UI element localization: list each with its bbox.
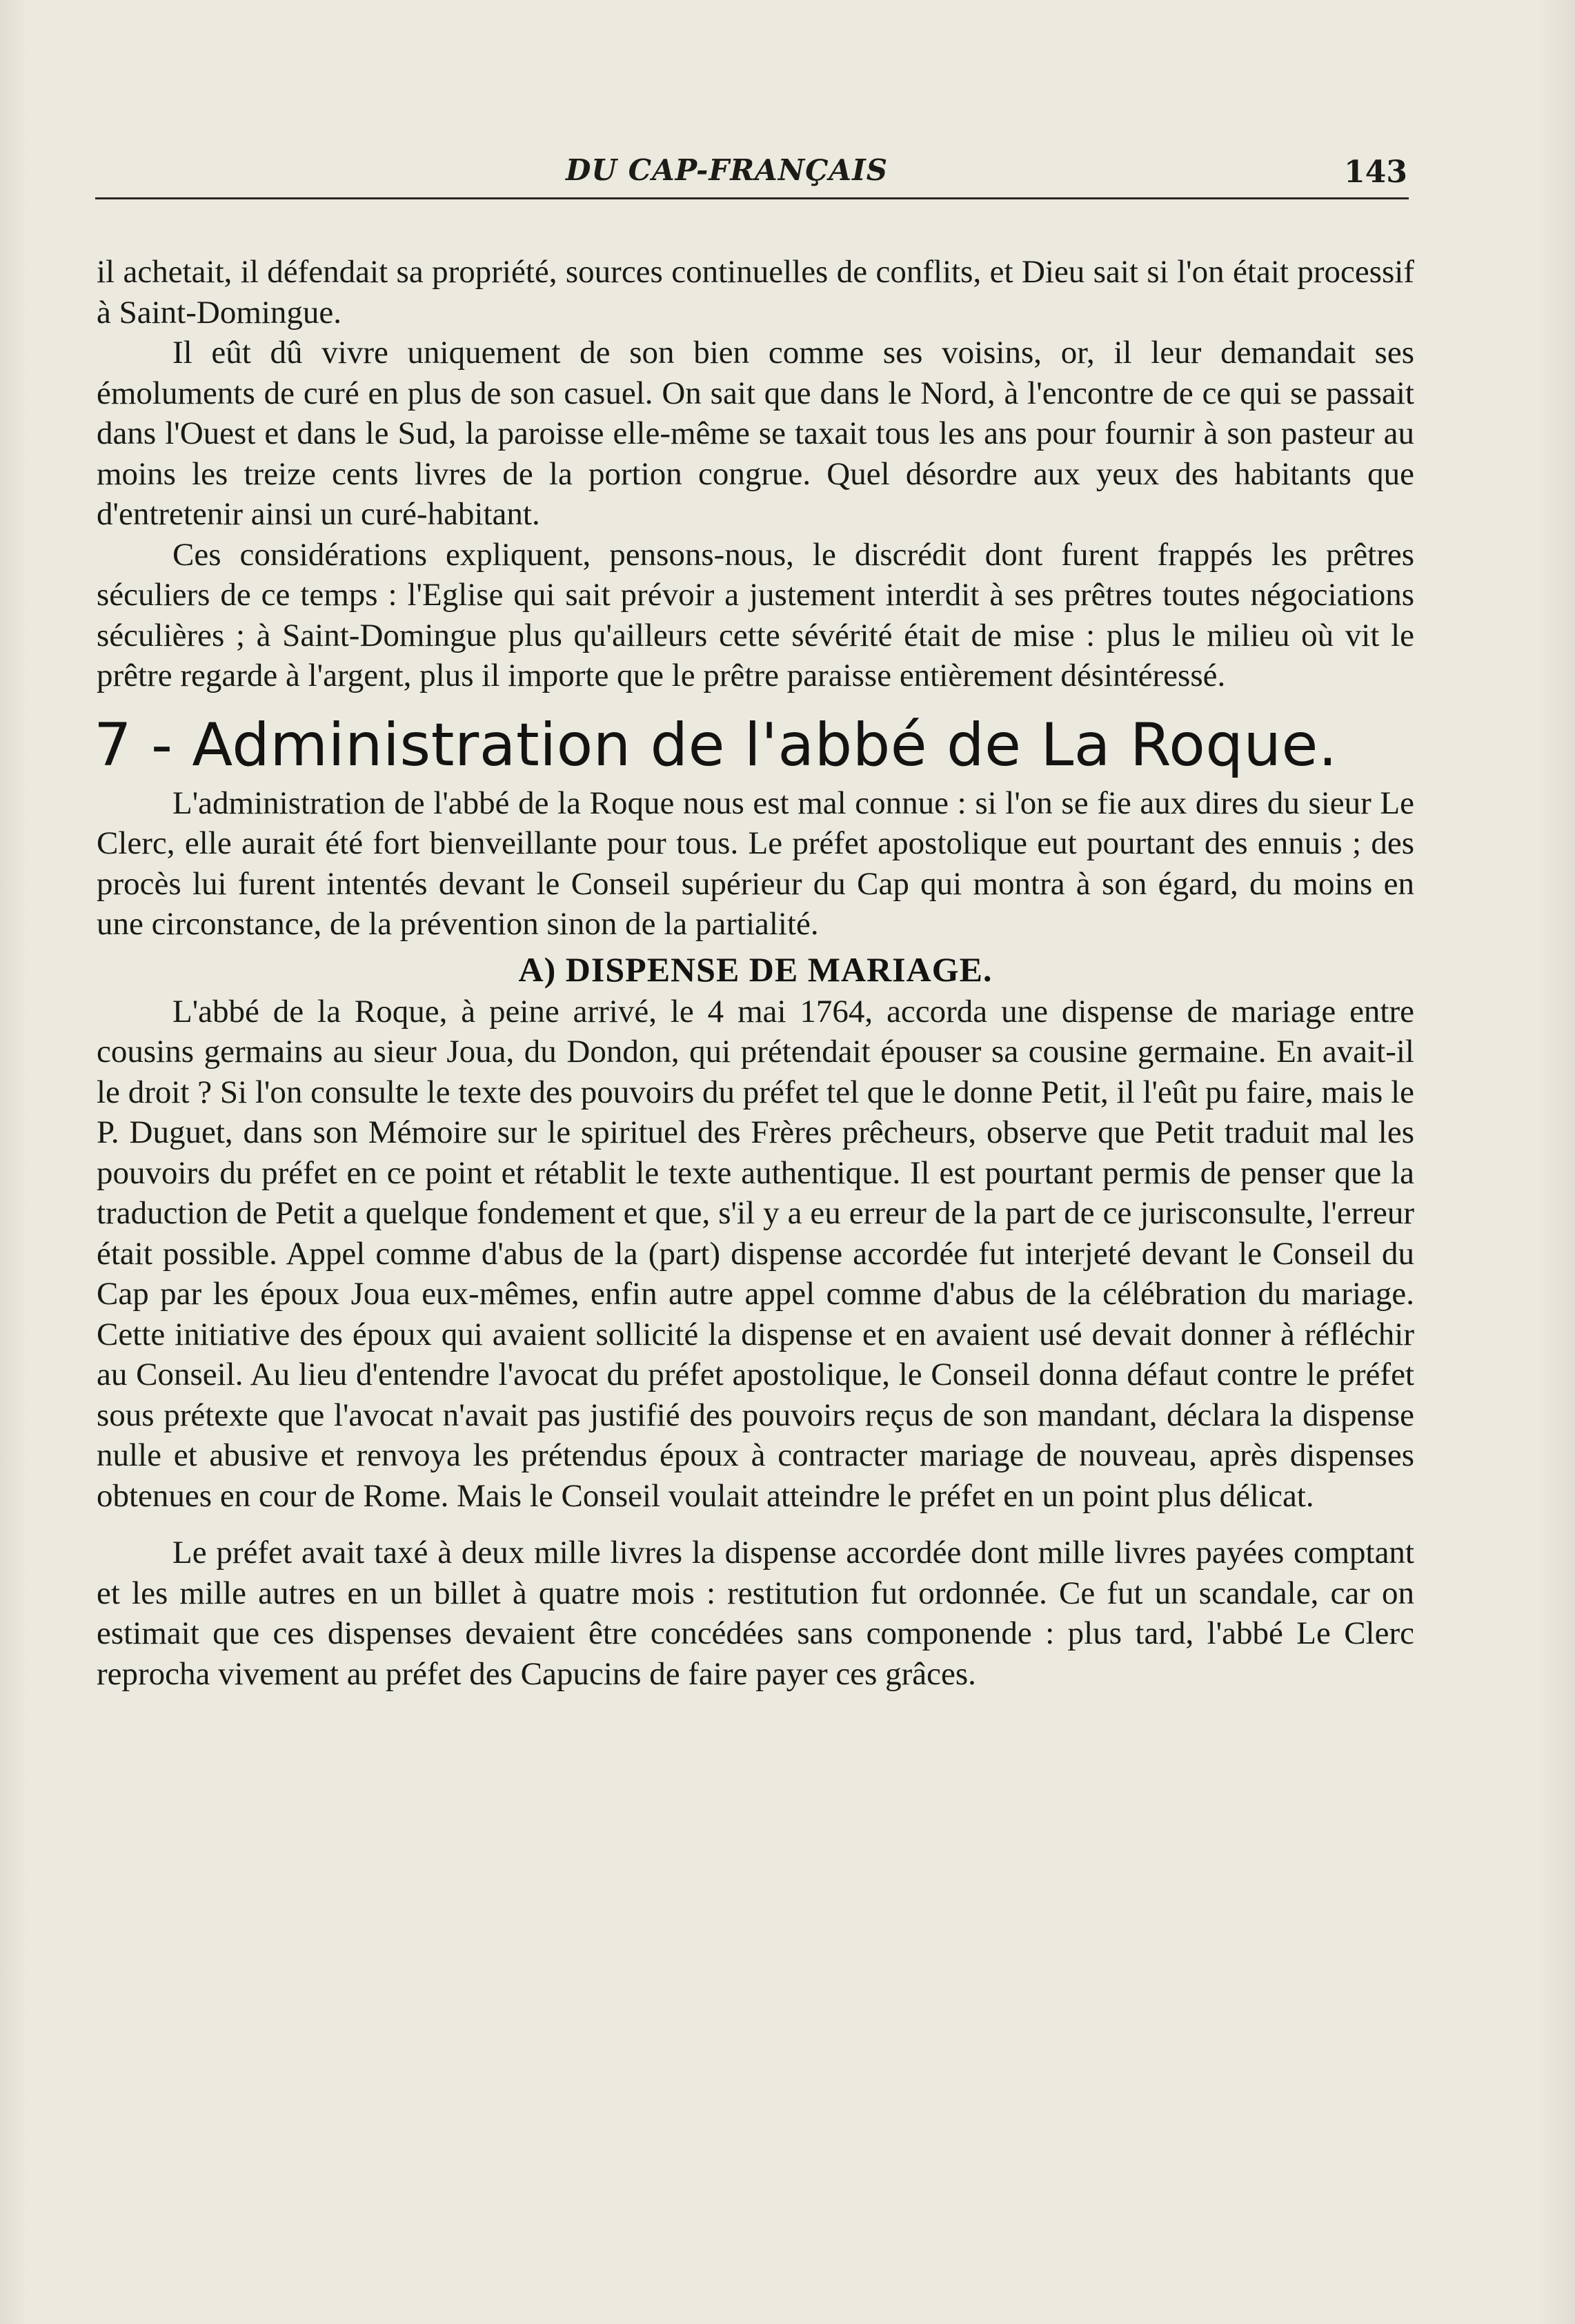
paragraph-3: Ces considérations expliquent, pensons-nous, le discrédit dont furent frappés les prêtres séculiers de ce temps : l'Eglise qui sait prévoir a justement interdit à ses prêtres toutes négociations séculières ; à Saint-Domingue plus qu'ailleurs cette sévérité était de mise : plus le milieu où vit le prêtre regarde à l'argent, plus il importe que le prêtre paraisse entièrement désintéressé. [97,536,1414,693]
paragraph-4: L'administration de l'abbé de la Roque nous est mal connue : si l'on se fie aux dires du sieur Le Clerc, elle aurait été fort bienveillante pour tous. Le préfet apostolique eut pourtant des ennuis ; des procès lui furent intentés devant le Conseil supérieur du Cap qui montra à son égard, du moins en une circonstance, de la prévention sinon de la partialité. [97,785,1414,942]
header-rule [95,197,1409,199]
paragraph-6: Le préfet avait taxé à deux mille livres la dispense accordée dont mille livres payées comptant et les mille autres en un billet à quatre mois : restitution fut ordonnée. Ce fut un scandale, car on estimait que ces dispenses devaient être concédées sans componende : plus tard, l'abbé Le Clerc reprocha vivement au préfet des Capucins de faire payer ces grâces. [97,1535,1414,1692]
paragraph-1: il achetait, il défendait sa propriété, sources continuelles de conflits, et Dieu sait si l'on était processif à Saint-Domingue. [97,254,1414,331]
section-heading: 7 - Administration de l'abbé de La Roque. [94,710,1338,780]
running-head [97,153,1407,195]
sub-heading: A) DISPENSE DE MARIAGE. [518,949,993,989]
running-title: DU CAP-FRANÇAIS [566,153,889,187]
page-number: 143 [1344,155,1407,190]
paragraph-5: L'abbé de la Roque, à peine arrivé, le 4 mai 1764, accorda une dispense de mariage entre cousins germains au sieur Joua, du Dondon, qui prétendait épouser sa cousine germaine. En avait-il le droit ? Si l'on consulte le texte des pouvoirs du préfet tel que le donne Petit, il l'eût pu faire, mais le P. Duguet, dans son Mémoire sur le spirituel des Frères prêcheurs, observe que Petit traduit mal les pouvoirs du préfet en ce point et rétablit le texte authentique. Il est pourtant permis de penser que la traduction de Petit a quelque fondement et que, s'il y a eu erreur de la part de ce jurisconsulte, l'erreur était possible. Appel comme d'abus de la (part) dispense accordée fut interjeté devant le Conseil du Cap par les époux Joua eux-mêmes, enfin autre appel comme d'abus de la célébration du mariage. Cette initiative des époux qui avaient sollicité la dispense et en avaient usé devait donner à réfléchir au Conseil. Au lieu d'entendre l'avocat du préfet apostolique, le Conseil donna défaut contre le préfet sous prétexte que l'avocat n'avait pas justifié des pouvoirs reçus de son mandant, déclara la dispense nulle et abusive et renvoya les prétendus époux à contracter mariage de nouveau, après dispenses obtenues en cour de Rome. Mais le Conseil voulait atteindre le préfet en un point plus délicat. [97,993,1414,1514]
paragraph-2: Il eût dû vivre uniquement de son bien comme ses voisins, or, il leur demandait ses émoluments de curé en plus de son casuel. On sait que dans le Nord, à l'encontre de ce qui se passait dans l'Ouest et dans le Sud, la paroisse elle-même se taxait tous les ans pour fournir à son pasteur au moins les treize cents livres de la portion congrue. Quel désordre aux yeux des habitants que d'entretenir ainsi un curé-habitant. [97,335,1414,532]
page-body [94,252,1414,1694]
